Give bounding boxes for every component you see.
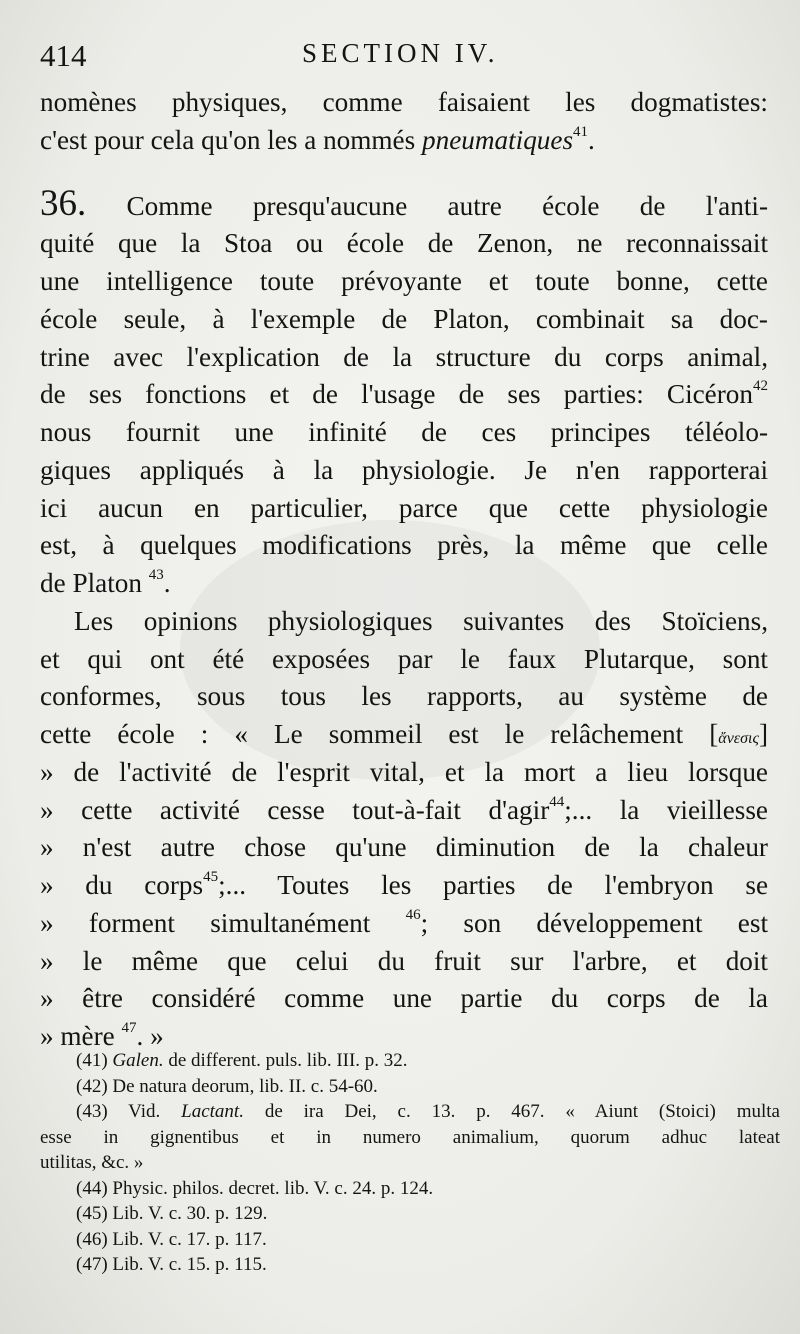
footnote-line — [40, 1176, 780, 1202]
line-text: » mère — [40, 1021, 122, 1051]
text-line — [40, 376, 768, 414]
footnote-number: (45) — [76, 1203, 113, 1224]
text-line — [40, 527, 768, 565]
line-text: école seule, à l'exemple de Platon, combinait sa doc- — [40, 303, 768, 334]
footnotes — [40, 1048, 780, 1278]
footnote-text: Lib. V. c. 30. p. 129. — [112, 1203, 268, 1224]
line-tail: ; son développement est — [420, 907, 768, 938]
footnote-ref: 46 — [405, 906, 421, 923]
text-line — [40, 867, 768, 905]
line-tail: . » — [136, 1021, 164, 1051]
text-line — [40, 301, 768, 339]
footnote-line — [40, 1252, 780, 1278]
footnote-text: Physic. philos. decret. lib. V. c. 24. p. 124. — [112, 1177, 434, 1199]
line-text: trine avec l'explication de la structure du corps animal, — [40, 341, 768, 372]
line-text: Les opinions physiologiques suivantes des Stoïciens, — [74, 605, 768, 636]
text-line — [40, 829, 768, 867]
footnote-ref: 41 — [573, 123, 589, 140]
footnote-line — [40, 1150, 780, 1176]
line-text: de ses fonctions et de l'usage de ses parties: Cicéron — [40, 379, 753, 410]
page-header — [40, 38, 780, 78]
footnote-author: Galen. — [112, 1050, 164, 1071]
line-tail: . — [588, 124, 595, 155]
paragraph-number: 36. — [40, 182, 87, 224]
text-line — [40, 716, 768, 754]
footnote-number: (47) — [76, 1254, 113, 1275]
line-tail: . — [163, 568, 171, 598]
text-line — [40, 452, 768, 490]
main-text — [40, 84, 768, 1056]
footnote-number: (42) — [76, 1075, 113, 1097]
running-head: SECTION IV. — [302, 38, 499, 68]
line-text: giques appliqués à la physiologie. Je n'en rapporterai — [40, 454, 768, 485]
line-text: » cette activité cesse tout-à-fait d'agir — [40, 794, 550, 825]
line-text: Comme presqu'aucune autre école de l'anti- — [86, 190, 768, 221]
footnote-ref: 47 — [121, 1020, 137, 1036]
footnote-line — [40, 1227, 780, 1253]
text-line — [40, 414, 768, 452]
text-line — [40, 84, 768, 122]
footnote-text: Lib. V. c. 15. p. 115. — [112, 1254, 267, 1275]
footnote-text: utilitas, &c. » — [40, 1152, 144, 1173]
line-text: nous fournit une infinité de ces principes téléolo- — [40, 417, 768, 447]
footnote-number: (41) — [76, 1050, 113, 1071]
footnote-ref: 44 — [549, 793, 565, 810]
footnote-line — [40, 1201, 780, 1227]
footnote-ref: 42 — [753, 378, 768, 395]
footnote-author: Lactant. — [181, 1101, 244, 1122]
line-text: » forment simultanément — [40, 907, 406, 938]
footnote-text: de different. puls. lib. III. p. 32. — [163, 1050, 408, 1071]
footnote-number: (44) — [76, 1177, 113, 1199]
line-text: nomènes physiques, comme faisaient les dogmatistes: — [40, 87, 768, 117]
line-text: c'est pour cela qu'on les a nommés — [40, 124, 423, 155]
footnote-line — [40, 1125, 780, 1151]
footnote-text: de ira Dei, c. 13. p. 467. « Aiunt (Stoici) multa — [243, 1101, 780, 1122]
line-text: est, à quelques modifications près, la même que celle — [40, 530, 768, 561]
text-line — [40, 603, 768, 641]
text-line — [40, 182, 768, 226]
footnote-line — [40, 1099, 780, 1125]
line-tail: ;... la vieillesse — [564, 794, 768, 825]
line-text: » être considéré comme une partie du corps de la — [40, 983, 768, 1014]
text-line — [40, 339, 768, 377]
line-text: quité que la Stoa ou école de Zenon, ne reconnaissait — [40, 228, 768, 259]
line-tail: ;... Toutes les parties de l'embryon se — [218, 870, 769, 900]
line-text: une intelligence toute prévoyante et toute bonne, cette — [40, 266, 768, 296]
footnote-text: Vid. — [128, 1101, 182, 1122]
greek-word: ἄνεσις — [718, 730, 759, 747]
text-line — [40, 678, 768, 716]
footnote-text: esse in gignentibus et in numero animalium, quorum adhuc lateat — [40, 1126, 780, 1148]
footnote-line — [40, 1074, 780, 1100]
line-text: conformes, sous tous les rapports, au système de — [40, 681, 768, 712]
footnote-text: De natura deorum, lib. II. c. 54-60. — [112, 1075, 378, 1097]
text-line — [40, 490, 768, 528]
text-line — [40, 263, 768, 301]
text-line — [40, 225, 768, 263]
text-line — [40, 792, 768, 830]
line-tail: ] — [758, 719, 768, 749]
footnote-number: (46) — [76, 1228, 113, 1250]
line-text: cette école : « Le sommeil est le relâchement [ — [40, 719, 719, 749]
text-line — [40, 943, 768, 981]
footnote-ref: 45 — [203, 869, 219, 885]
line-text: de Platon — [40, 568, 149, 598]
text-line — [40, 641, 768, 679]
line-text: » du corps — [40, 870, 204, 900]
footnote-line — [40, 1048, 780, 1074]
text-line — [40, 754, 768, 792]
line-text: » le même que celui du fruit sur l'arbre, et doit — [40, 945, 768, 976]
italic-term: pneumatiques — [422, 124, 574, 155]
footnote-number: (43) — [76, 1101, 129, 1122]
line-text: » n'est autre chose qu'une diminution de la chaleur — [40, 832, 768, 863]
footnote-ref: 43 — [148, 567, 164, 583]
line-text: » de l'activité de l'esprit vital, et la mort a lieu lorsque — [40, 756, 768, 787]
line-text: et qui ont été exposées par le faux Plutarque, sont — [40, 643, 768, 674]
line-text: ici aucun en particulier, parce que cette physiologie — [40, 492, 768, 523]
text-line — [40, 905, 768, 943]
text-line — [40, 122, 768, 160]
paragraph-gap — [40, 160, 768, 188]
text-line — [40, 565, 768, 603]
page-number: 414 — [40, 38, 87, 73]
text-line — [40, 980, 768, 1018]
footnote-text: Lib. V. c. 17. p. 117. — [112, 1228, 267, 1250]
